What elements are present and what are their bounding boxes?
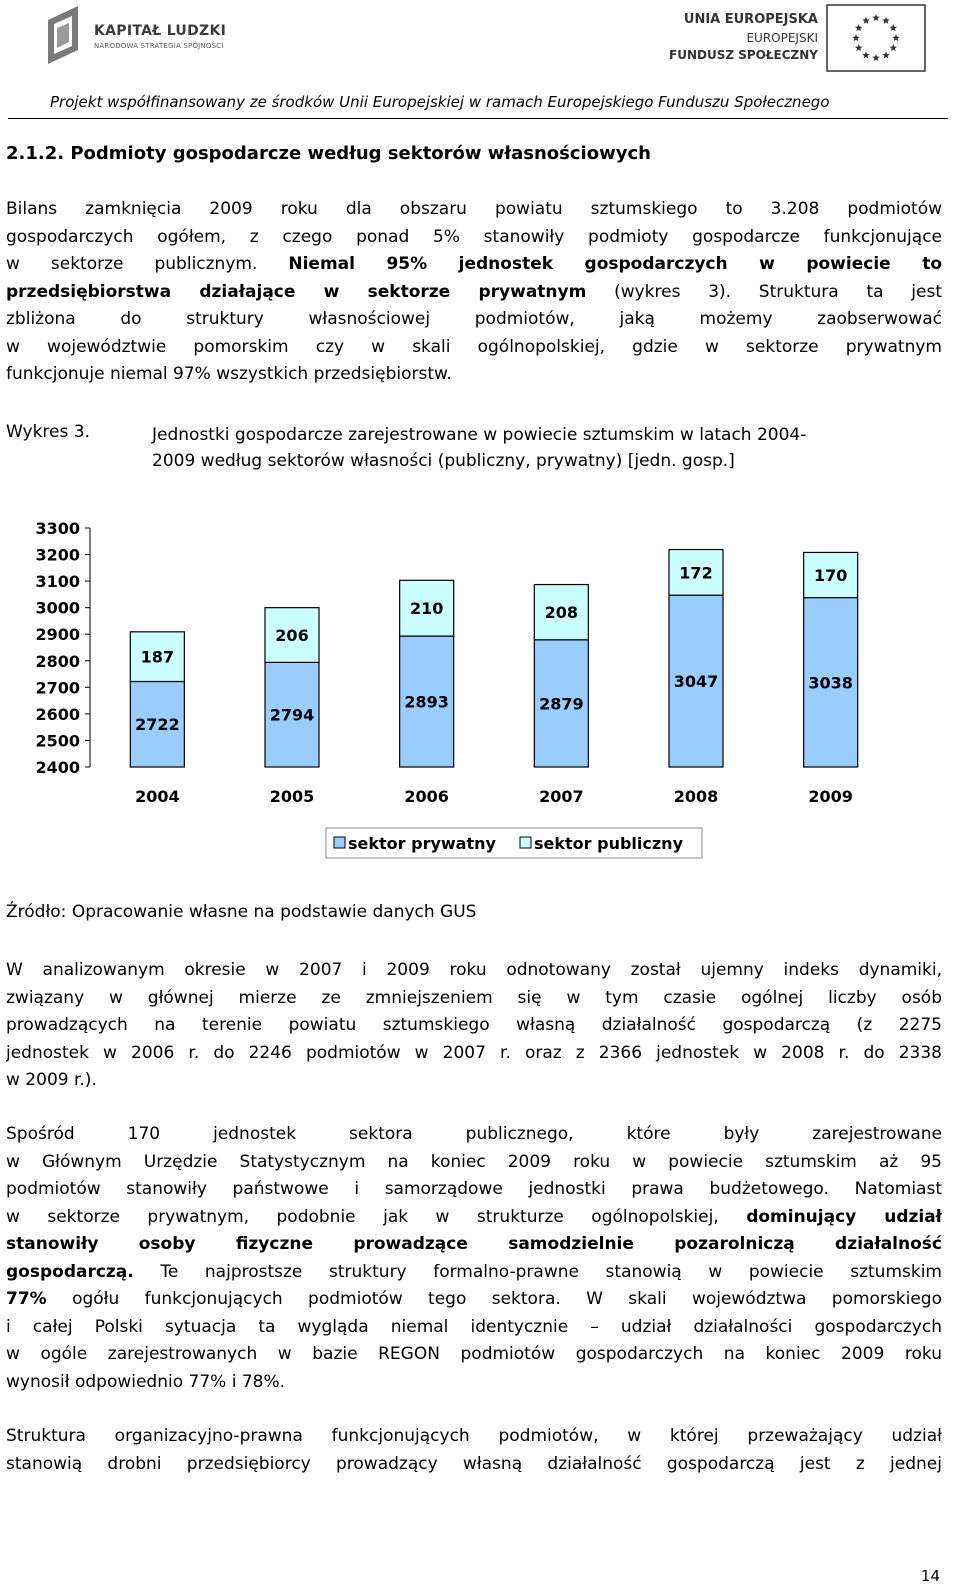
y-tick-label: 2600 xyxy=(35,704,80,724)
paragraph-2 xyxy=(6,957,942,1095)
p2-line-5: w 2009 r.). xyxy=(6,1070,97,1090)
data-label-public: 206 xyxy=(275,626,309,646)
eu-logo-line-1: UNIA EUROPEJSKA xyxy=(683,12,818,27)
project-funding-line: Projekt współfinansowany ze środków Unii Europejskiej w ramach Europejskiego Funduszu Społecznego xyxy=(50,93,830,111)
legend-label-public: sektor publiczny xyxy=(534,834,683,853)
p1-line-1: Bilans zamknięcia 2009 roku dla obszaru powiatu sztumskiego to 3.208 podmiotów xyxy=(6,199,942,219)
section-title: 2.1.2. Podmioty gospodarcze według sektorów własnościowych xyxy=(6,143,651,164)
data-label-private: 2722 xyxy=(135,715,180,735)
eu-logo-line-3: FUNDUSZ SPOŁECZNY xyxy=(669,48,818,62)
p1-line-7: funkcjonuje niemal 97% wszystkich przedsiębiorstw. xyxy=(6,364,452,384)
eu-logo xyxy=(664,4,926,72)
data-label-private: 3047 xyxy=(673,672,719,692)
p4-line-1: Struktura organizacyjno-prawna funkcjonujących podmiotów, w której przeważający udział xyxy=(6,1426,942,1446)
kapital-ludzki-subtitle: NARODOWA STRATEGIA SPÓJNOŚCI xyxy=(94,42,224,50)
p3-line-6a: gospodarczą. xyxy=(6,1261,134,1282)
p1-line-4 xyxy=(6,279,942,307)
p1-line-4b: (wykres 3). Struktura ta jest xyxy=(586,281,942,302)
legend-swatch-private xyxy=(334,837,345,848)
x-tick-label: 2005 xyxy=(269,787,315,806)
figure-caption-line-1: Jednostki gospodarcze zarejestrowane w powiecie sztumskim w latach 2004- xyxy=(152,425,807,445)
p1-line-5: zbliżona do struktury własnościowej podmiotów, jaką możemy zaobserwować xyxy=(6,309,942,329)
kapital-ludzki-logo xyxy=(44,6,244,66)
eu-logo-line-2: EUROPEJSKI xyxy=(746,31,818,45)
p1-line-3b: Niemal 95% jednostek gospodarczych w powiecie to xyxy=(288,254,942,274)
p3-line-3: podmiotów stanowiły państwowe i samorządowe jednostki prawa budżetowego. Natomiast xyxy=(6,1179,942,1199)
data-label-private: 2794 xyxy=(269,705,315,725)
p3-line-7b: ogółu funkcjonujących podmiotów tego sektora. W skali województwa pomorskiego xyxy=(46,1289,942,1309)
y-tick-label: 2400 xyxy=(35,758,80,777)
y-tick-label: 3300 xyxy=(35,519,80,538)
p2-line-3: prowadzących na terenie powiatu sztumskiego własną działalność gospodarczą (z 2275 xyxy=(6,1015,942,1035)
x-tick-label: 2006 xyxy=(404,787,449,806)
y-tick-label: 2800 xyxy=(35,651,80,671)
y-tick-label: 2900 xyxy=(35,625,80,645)
p3-line-6b: Te najprostsze struktury formalno-prawne stanowią w powiecie sztumskim xyxy=(133,1261,942,1282)
p2-line-4: jednostek w 2006 r. do 2246 podmiotów w 2007 r. oraz z 2366 jednostek w 2008 r. do 2338 xyxy=(6,1042,942,1063)
data-label-private: 3038 xyxy=(808,673,853,693)
paragraph-3 xyxy=(6,1121,942,1396)
figure-caption-line-2: 2009 według sektorów własności (publiczny, prywatny) [jedn. gosp.] xyxy=(152,451,735,471)
figure-label: Wykres 3. xyxy=(6,422,90,442)
stacked-bar-chart xyxy=(0,510,960,870)
x-tick-label: 2004 xyxy=(135,787,180,806)
figure-caption xyxy=(152,422,942,474)
y-tick-label: 2700 xyxy=(35,678,80,698)
x-tick-label: 2008 xyxy=(673,787,719,806)
p1-line-6: w województwie pomorskim czy w skali ogólnopolskiej, gdzie w sektorze prywatnym xyxy=(6,336,942,357)
p3-line-9: w ogóle zarejestrowanych w bazie REGON podmiotów gospodarczych na koniec 2009 roku xyxy=(6,1344,942,1364)
p1-line-4a: przedsiębiorstwa działające w sektorze prywatnym xyxy=(6,281,587,302)
p2-line-1: W analizowanym okresie w 2007 i 2009 roku odnotowany został ujemny indeks dynamiki, xyxy=(6,960,942,980)
p3-line-4b: dominujący udział xyxy=(746,1206,942,1227)
p3-line-5-bold: stanowiły osoby fizyczne prowadzące samodzielnie pozarolniczą działalność xyxy=(6,1234,942,1254)
paragraph-1 xyxy=(6,196,942,389)
kapital-ludzki-title: KAPITAŁ LUDZKI xyxy=(94,23,227,39)
figure-source: Źródło: Opracowanie własne na podstawie danych GUS xyxy=(6,902,477,922)
p3-line-1: Spośród 170 jednostek sektora publicznego, które były zarejestrowane xyxy=(6,1124,942,1144)
p3-line-6 xyxy=(6,1259,942,1287)
p2-line-2: związany w głównej mierze ze zmniejszeniem się w tym czasie ogólnej liczby osób xyxy=(6,987,942,1008)
p1-line-3a: w sektorze publicznym. xyxy=(6,254,289,274)
eu-flag-icon xyxy=(826,4,926,72)
p3-line-4a: w sektorze prywatnym, podobnie jak w strukturze ogólnopolskiej, xyxy=(6,1206,747,1227)
p3-line-7 xyxy=(6,1286,942,1314)
y-tick-label: 3000 xyxy=(35,598,80,618)
data-label-public: 210 xyxy=(409,599,444,619)
data-label-public: 187 xyxy=(140,647,175,667)
p3-line-10: wynosił odpowiednio 77% i 78%. xyxy=(6,1371,286,1392)
y-tick-label: 3100 xyxy=(35,572,80,592)
data-label-public: 170 xyxy=(813,566,848,586)
p3-line-2: w Głównym Urzędzie Statystycznym na koniec 2009 roku w powiecie sztumskim aż 95 xyxy=(6,1151,942,1172)
p1-line-3 xyxy=(6,251,942,279)
p1-line-2: gospodarczych ogółem, z czego ponad 5% stanowiły podmioty gospodarcze funkcjonujące xyxy=(6,226,942,247)
p3-line-7a: 77% xyxy=(6,1289,47,1309)
p4-line-2: stanowią drobni przedsiębiorcy prowadzący własną działalność gospodarczą jest z jednej xyxy=(6,1453,942,1474)
data-label-private: 2879 xyxy=(539,694,584,714)
data-label-public: 208 xyxy=(544,603,579,623)
p3-line-5 xyxy=(6,1231,942,1259)
legend-swatch-public xyxy=(520,837,531,848)
paragraph-4 xyxy=(6,1423,942,1478)
page-number: 14 xyxy=(920,1567,940,1585)
y-tick-label: 2500 xyxy=(35,731,80,751)
x-tick-label: 2007 xyxy=(539,787,584,806)
p3-line-8: i całej Polski sytuacja ta wygląda niemal identycznie – udział działalności gospodarczych xyxy=(6,1316,942,1337)
x-tick-label: 2009 xyxy=(808,787,853,806)
data-label-public: 172 xyxy=(679,563,713,583)
data-label-private: 2893 xyxy=(404,692,449,712)
legend-label-private: sektor prywatny xyxy=(348,834,496,853)
kapital-ludzki-emblem-icon xyxy=(44,6,82,64)
header-divider xyxy=(8,118,948,119)
y-tick-label: 3200 xyxy=(35,545,80,565)
p3-line-4 xyxy=(6,1204,942,1232)
